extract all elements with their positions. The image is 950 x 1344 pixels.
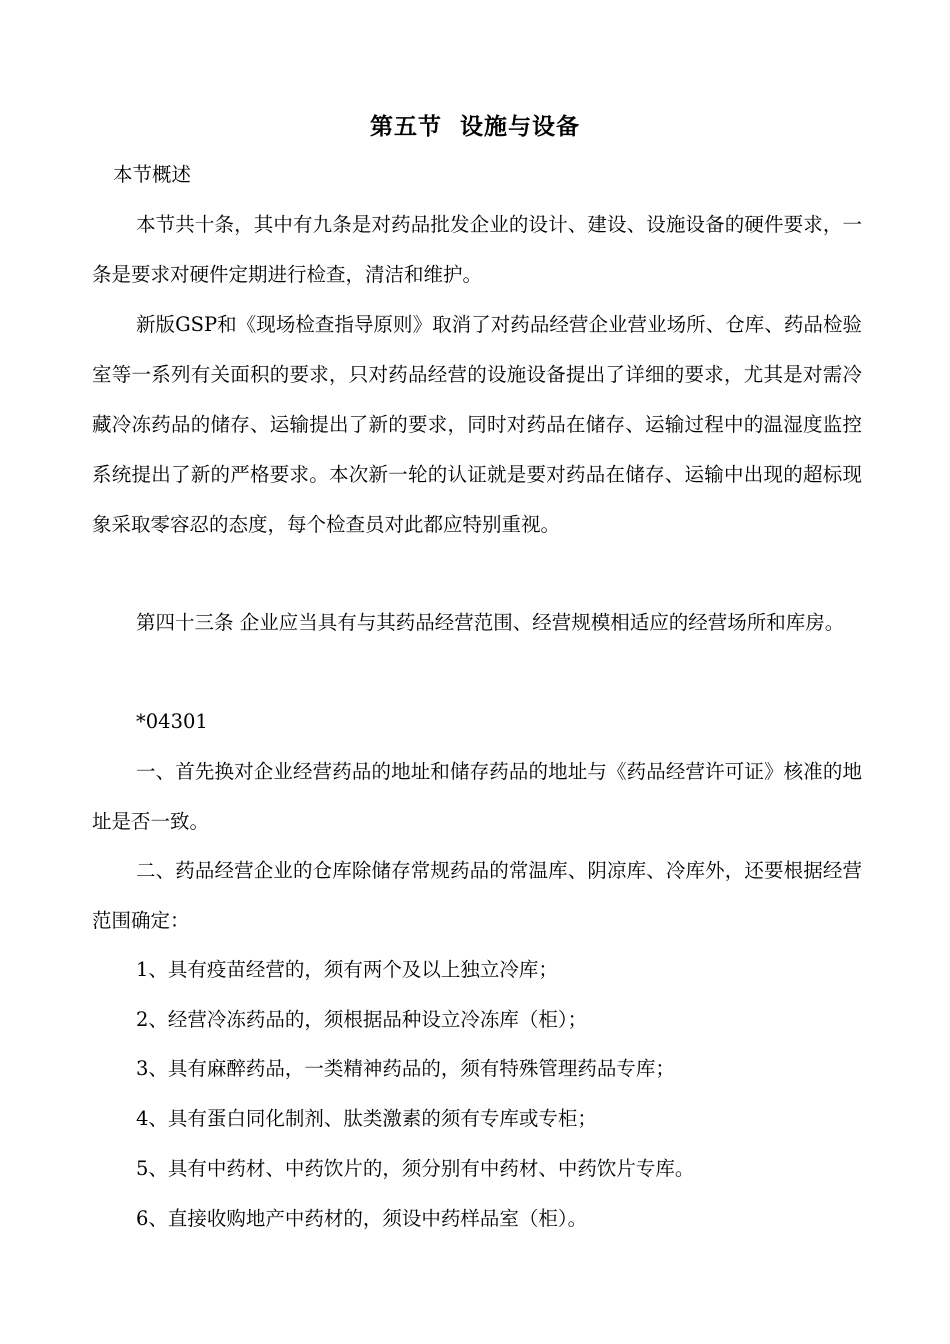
list-item: 3、具有麻醉药品，一类精神药品的，须有特殊管理药品专库； <box>136 1057 675 1080</box>
list-item: 6、直接收购地产中药材的，须设中药样品室（柜）。 <box>136 1207 588 1230</box>
list-item: 1、具有疫苗经营的，须有两个及以上独立冷库； <box>136 958 558 981</box>
list-item: 2、经营冷冻药品的，须根据品种设立冷冻库（柜）； <box>136 1008 588 1031</box>
paragraph-overview: 本节共十条，其中有九条是对药品批发企业的设计、建设、设施设备的硬件要求，一条是要求对硬件定期进行检查，清洁和维护。 <box>92 213 862 286</box>
paragraph-code: *04301 <box>136 710 208 733</box>
list-item: 5、具有中药材、中药饮片的，须分别有中药材、中药饮片专库。 <box>136 1157 695 1180</box>
paragraph-article-43: 第四十三条 企业应当具有与其药品经营范围、经营规模相适应的经营场所和库房。 <box>136 611 845 634</box>
overview-label: 本节概述 <box>113 163 192 186</box>
section-title: 第五节 设施与设备 <box>369 113 580 140</box>
paragraph-gsp-changes: 新版GSP和《现场检查指导原则》取消了对药品经营企业营业场所、仓库、药品检验室等一系列有关面积的要求，只对药品经营的设施设备提出了详细的要求，尤其是对需冷藏冷冻药品的储存、运输提出了新的要求，同时对药品在储存、运输过程中的温湿度监控系统提出了新的严格要求。本次新一轮的认证就是要对药品在储存、运输中出现的超标现象采取零容忍的态度，每个检查员对此都应特别重视。 <box>92 313 862 536</box>
paragraph-item-one: 一、首先换对企业经营药品的地址和储存药品的地址与《药品经营许可证》核准的地址是否一致。 <box>92 760 862 833</box>
list-item: 4、具有蛋白同化制剂、肽类激素的须有专库或专柜； <box>136 1107 597 1130</box>
paragraph-item-two: 二、药品经营企业的仓库除储存常规药品的常温库、阴凉库、冷库外，还要根据经营范围确定： <box>92 859 862 932</box>
